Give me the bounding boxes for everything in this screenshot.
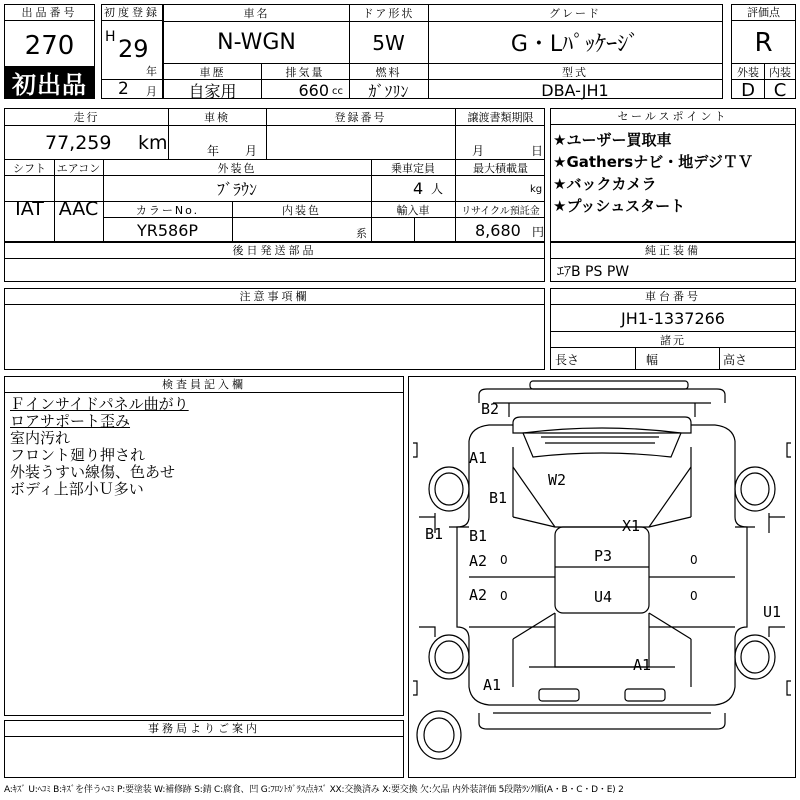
office-notice-label: 事務局よりご案内 (5, 721, 403, 737)
caution-label: 注意事項欄 (5, 289, 544, 305)
damage-mark: A2 (469, 552, 488, 570)
displacement-unit: cc (332, 86, 343, 97)
diagram-zero: 0 (500, 553, 508, 567)
damage-mark: A1 (633, 656, 652, 674)
chassis-box (550, 288, 796, 370)
reg-month-unit: 月 (146, 85, 157, 98)
dimensions-label: 諸元 (660, 333, 686, 347)
capacity-label: 乗車定員 (391, 161, 435, 175)
color-number-label: カラーNo. (135, 203, 200, 217)
later-parts-label: 後日発送部品 (5, 243, 544, 259)
import-label: 輸入車 (396, 203, 430, 217)
first-registration-box (101, 4, 163, 99)
damage-mark: A2 (469, 586, 488, 604)
shift-label: シフト (13, 161, 46, 175)
exterior-color-label: 外装色 (217, 161, 257, 175)
fuel-label: 燃料 (375, 65, 402, 79)
ac-label: エアコン (56, 161, 101, 175)
damage-mark: A1 (483, 676, 502, 694)
chassis-value: JH1-1337266 (621, 309, 725, 328)
recycle-value: 8,680 (475, 221, 521, 240)
length-label: 長さ (555, 353, 580, 367)
transfer-month-unit: 月 (472, 144, 485, 158)
damage-mark: X1 (622, 517, 641, 535)
reg-era: H (105, 29, 116, 45)
model-label: 型式 (562, 65, 588, 79)
inspection-label: 車検 (204, 111, 230, 124)
color-number-value: YR586P (136, 221, 199, 240)
car-name-label: 車名 (243, 7, 270, 20)
inspector-note: フロント廻り押され (10, 446, 146, 464)
diagram-zero: 0 (500, 589, 508, 603)
damage-diagram (408, 376, 796, 778)
damage-mark: A1 (469, 449, 488, 467)
fuel-value: ｶﾞｿﾘﾝ (368, 81, 409, 101)
inspector-note: 外装うすい線傷、色あせ (10, 463, 176, 481)
transfer-deadline-label: 譲渡書類期限 (467, 111, 534, 124)
inspector-notes-label: 検査員記入欄 (5, 377, 403, 393)
sales-points-list (553, 129, 753, 217)
inspector-note: Ｆインサイドパネル曲がり (10, 395, 189, 413)
legend-line: A:ｷｽﾞ U:ﾍｺﾐ B:ｷｽﾞを伴うﾍｺﾐ P:要塗装 W:補修跡 S:錆 C:腐食、凹 G:ﾌﾛﾝﾄｶﾞﾗｽ点ｷｽﾞ XX:交換済み X:要交換 欠:欠品 内外装評価 5段階ﾗﾝｸ順(A・B・C・D・E) 2 (4, 785, 624, 795)
damage-mark: B1 (489, 489, 508, 507)
first-listing-badge: 初出品 (4, 66, 95, 99)
inspection-month-unit: 月 (245, 144, 258, 158)
lot-number-label: 出品番号 (5, 5, 94, 21)
vehicle-info-box (163, 4, 723, 99)
equipment-value: ｴｱB PS PW (557, 264, 630, 280)
sales-points-label: セールスポイント (551, 109, 795, 125)
exterior-grade: D (741, 79, 755, 101)
grade-label: グレード (549, 7, 601, 20)
inspector-note: 室内汚れ (10, 429, 71, 447)
first-registration-label: 初度登録 (104, 6, 160, 19)
chassis-label: 車台番号 (551, 289, 795, 305)
recycle-unit: 円 (532, 225, 545, 239)
inspector-notes-list (10, 396, 189, 498)
reg-month: 2 (118, 79, 129, 99)
damage-mark: B2 (481, 400, 500, 418)
inspector-note: ボディ上部小Ｕ多い (10, 480, 144, 498)
equipment-label: 純正装備 (551, 243, 795, 259)
details-box (4, 108, 545, 242)
score-box (731, 4, 796, 99)
sales-point-item: ★バックカメラ (553, 175, 657, 193)
score-label: 評価点 (732, 5, 795, 21)
displacement-value: 660 (298, 80, 329, 100)
registration-number-label: 登録番号 (334, 111, 387, 124)
mileage-unit: km (138, 131, 168, 154)
transfer-day-unit: 日 (531, 144, 544, 158)
inspector-notes-box (4, 376, 404, 716)
sales-point-item: ★Gathersナビ・地デジＴＶ (553, 153, 753, 171)
recycle-label: リサイクル預託金 (461, 206, 540, 217)
sales-point-item: ★プッシュスタート (553, 197, 686, 215)
ac-value: AAC (58, 198, 99, 220)
score-value: R (754, 28, 773, 58)
damage-mark: W2 (548, 471, 567, 489)
interior-label: 内装 (769, 65, 791, 79)
interior-grade: C (773, 79, 787, 101)
reg-year-unit: 年 (146, 65, 157, 78)
displacement-label: 排気量 (285, 65, 325, 79)
lot-number-value: 270 (24, 31, 75, 61)
inspection-year-unit: 年 (207, 144, 220, 158)
sales-points-box (550, 108, 796, 242)
capacity-value: 4 (413, 179, 424, 198)
history-value: 自家用 (188, 81, 237, 101)
inspector-note: ロアサポート歪み (10, 412, 131, 430)
equipment-box (550, 242, 796, 282)
office-notice-box (4, 720, 404, 778)
sales-point-item: ★ユーザー買取車 (553, 131, 672, 149)
car-name-value: N-WGN (217, 30, 296, 55)
shift-value: IAT (15, 198, 44, 220)
history-label: 車歴 (199, 65, 226, 79)
exterior-color-value: ﾌﾞﾗｳﾝ (216, 180, 257, 199)
mileage-value: 77,259 (45, 131, 112, 154)
damage-mark: U1 (763, 603, 782, 621)
damage-mark: B1 (469, 527, 488, 545)
door-label: ドア形状 (362, 7, 415, 20)
reg-year: 29 (118, 35, 149, 63)
interior-color-label: 内装色 (282, 203, 321, 217)
damage-mark: U4 (594, 588, 613, 606)
grade-value: G・Lﾊﾟｯｹｰｼﾞ (510, 32, 640, 57)
width-label: 幅 (646, 353, 659, 367)
car-outline-diagram (409, 377, 795, 777)
later-parts-box (4, 242, 545, 282)
damage-mark: P3 (594, 547, 613, 565)
damage-mark: B1 (425, 525, 444, 543)
model-value: DBA-JH1 (541, 80, 609, 100)
interior-color-unit: 系 (356, 227, 367, 240)
exterior-label: 外装 (737, 65, 759, 79)
max-load-label: 最大積載量 (473, 161, 528, 175)
mileage-label: 走行 (73, 111, 100, 124)
door-value: 5W (372, 30, 405, 55)
capacity-unit: 人 (431, 182, 444, 196)
caution-box (4, 288, 545, 370)
max-load-unit: kg (530, 184, 543, 195)
height-label: 高さ (723, 353, 748, 367)
diagram-zero: 0 (690, 589, 698, 603)
diagram-zero: 0 (690, 553, 698, 567)
